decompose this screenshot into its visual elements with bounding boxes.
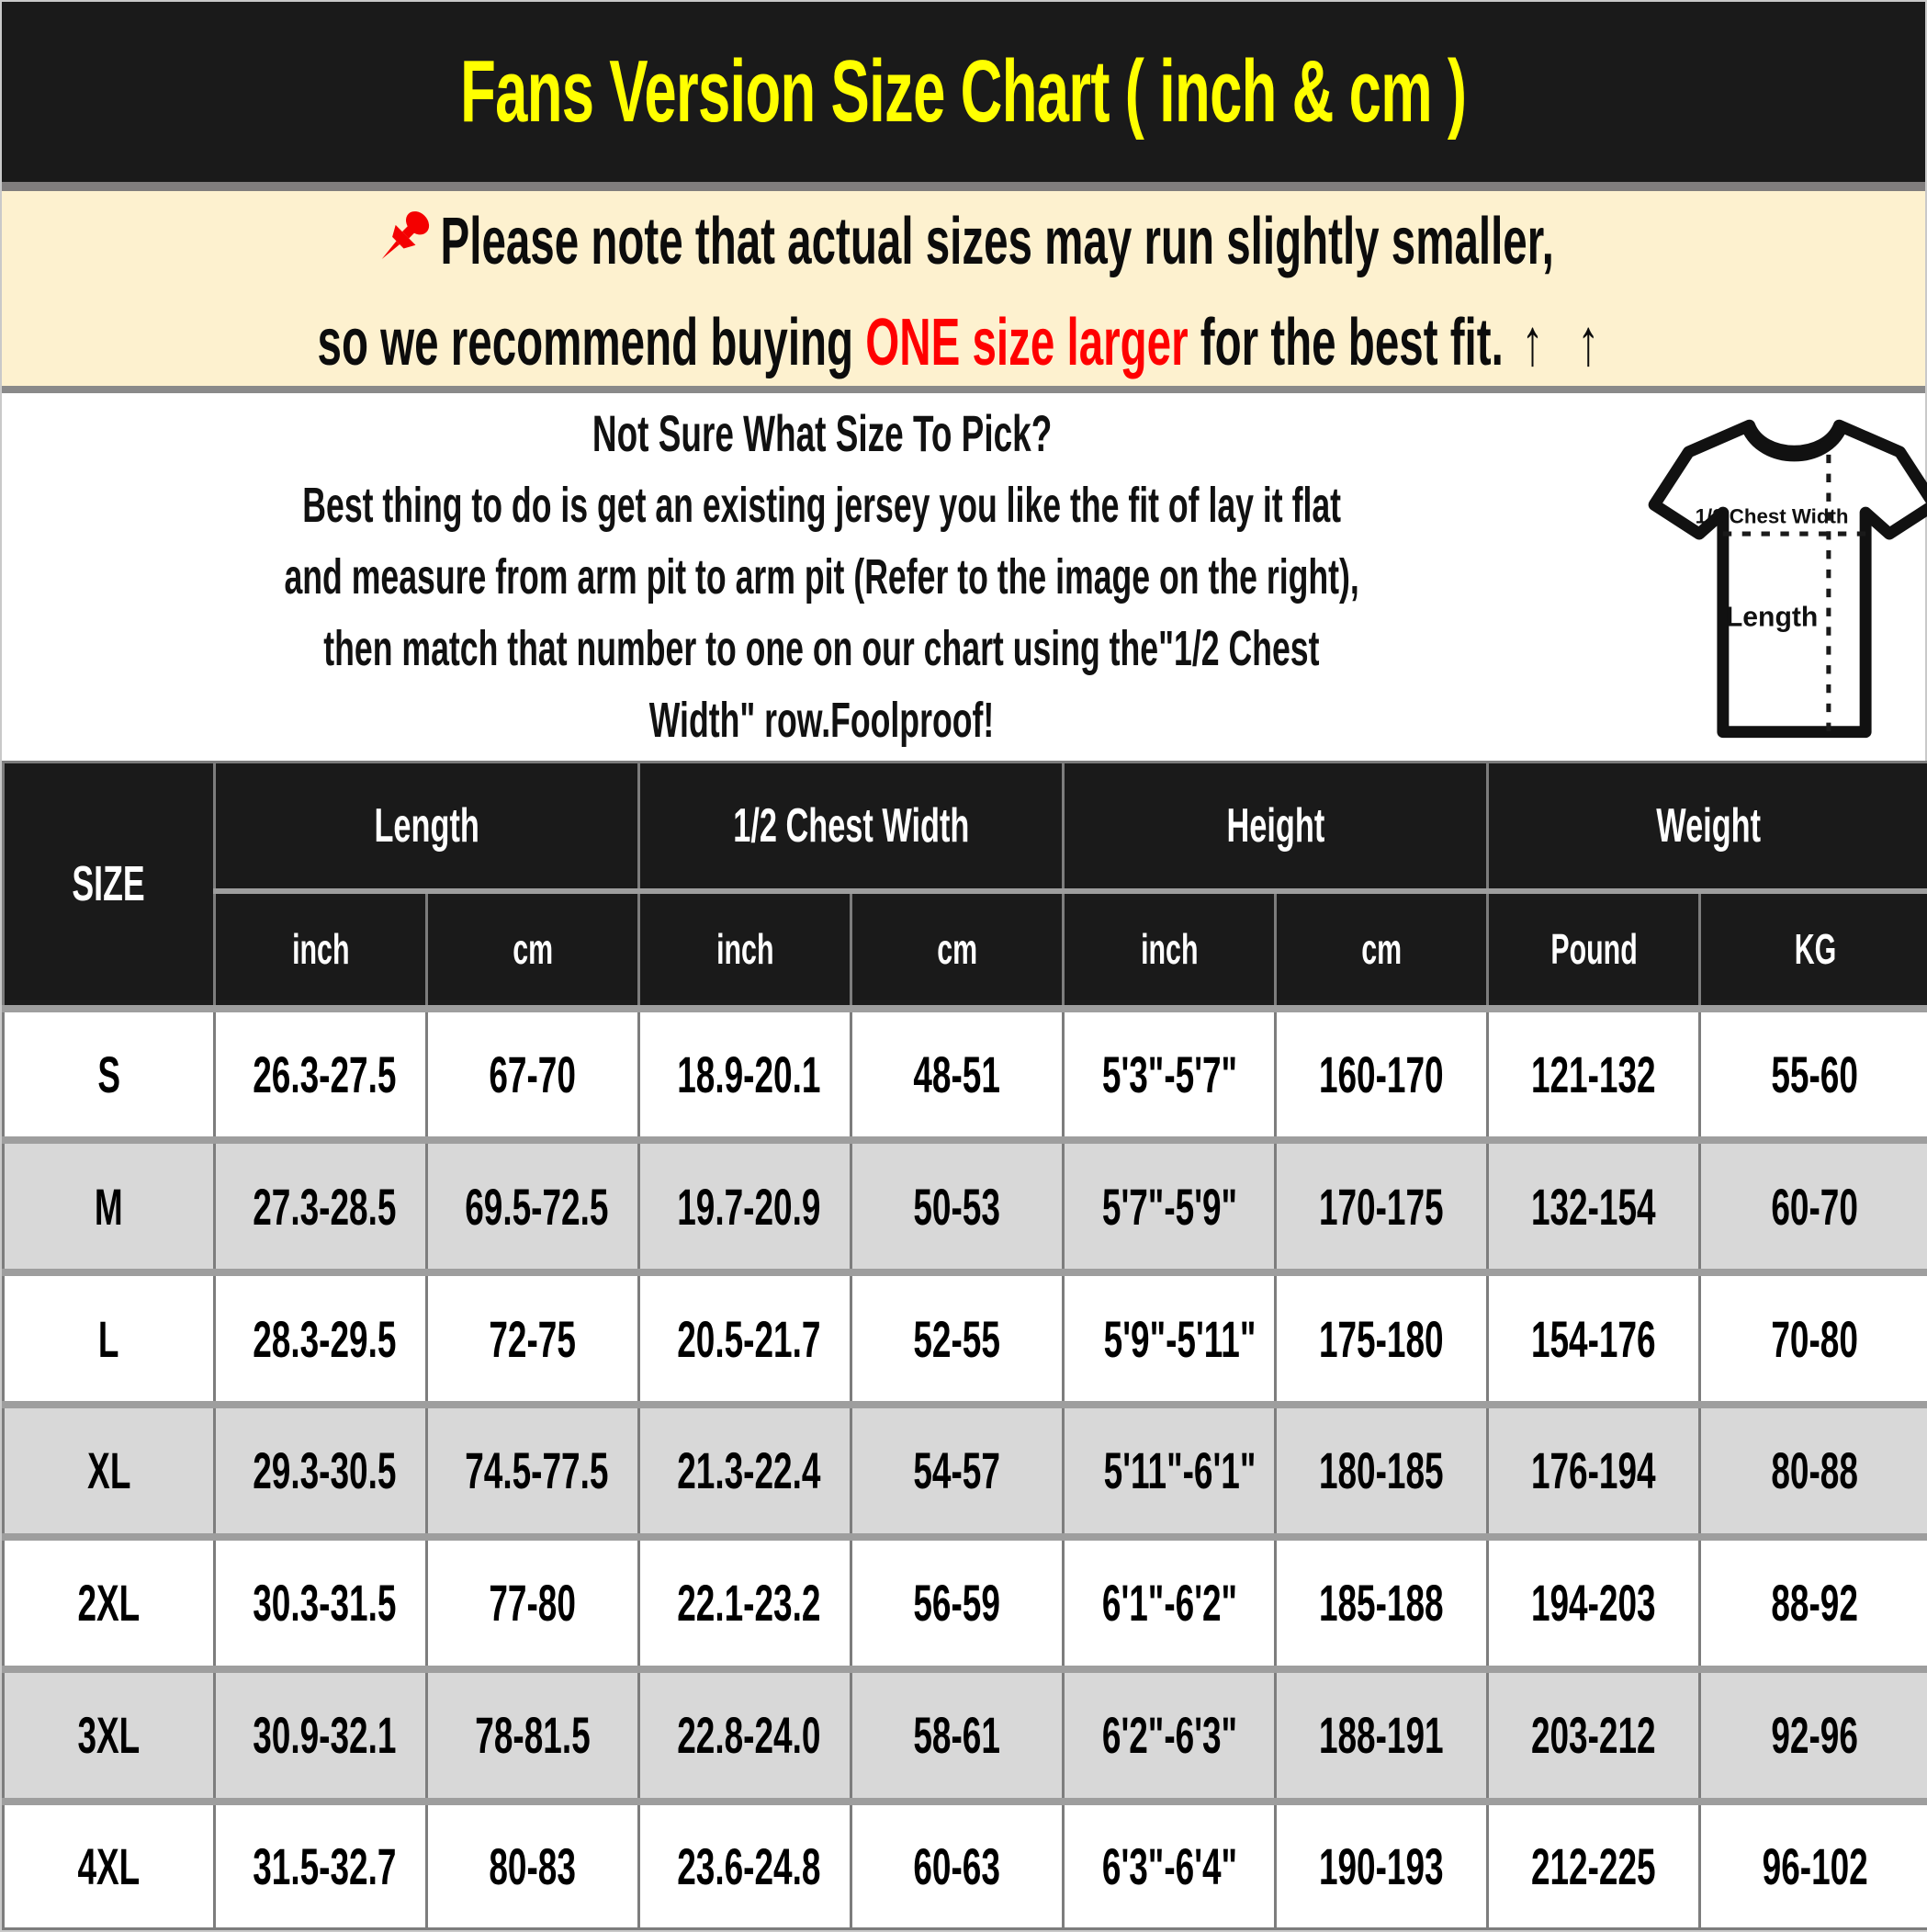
size-table — [2, 761, 1927, 1930]
value-cell: 19.7-20.9 — [639, 1140, 851, 1272]
size-label-cell: 4XL — [4, 1802, 215, 1929]
table-row — [4, 1802, 1927, 1929]
notice-line-1 — [70, 198, 1858, 292]
value-cell: 80-83 — [427, 1802, 639, 1929]
divider — [2, 386, 1925, 393]
guide-line: Best thing to do is get an existing jersey you like the fit of lay it flat — [302, 478, 1342, 533]
title-banner — [2, 2, 1925, 182]
value-cell: 154-176 — [1488, 1272, 1700, 1405]
value-cell: 180-185 — [1276, 1405, 1488, 1537]
table-row — [4, 1140, 1927, 1272]
sizing-guide-section — [2, 393, 1925, 761]
length-label: Length — [1726, 602, 1819, 633]
size-table-section — [2, 761, 1925, 1930]
value-cell: 22.8-24.0 — [639, 1669, 851, 1802]
value-cell: 77-80 — [427, 1537, 639, 1669]
value-cell: 190-193 — [1276, 1802, 1488, 1929]
value-cell: 194-203 — [1488, 1537, 1700, 1669]
subheader-length-inch: inch — [215, 891, 427, 1009]
guide-line: and measure from arm pit to arm pit (Refer to the image on the right), — [284, 549, 1359, 604]
notice-line-2 — [0, 305, 1927, 380]
notice-text-2b: for the best fit. — [1200, 305, 1504, 379]
table-row — [4, 1537, 1927, 1669]
size-label-cell: L — [4, 1272, 215, 1405]
notice-section — [2, 191, 1925, 386]
value-cell: 28.3-29.5 — [215, 1272, 427, 1405]
column-group-height: Height — [1064, 763, 1488, 891]
value-cell: 60-70 — [1700, 1140, 1927, 1272]
guide-line: Width" row.Foolproof! — [648, 693, 995, 748]
size-label-cell: M — [4, 1140, 215, 1272]
pushpin-icon — [368, 198, 435, 292]
value-cell: 21.3-22.4 — [639, 1405, 851, 1537]
value-cell: 52-55 — [851, 1272, 1064, 1405]
value-cell: 170-175 — [1276, 1140, 1488, 1272]
value-cell: 5'9"-5'11" — [1064, 1272, 1276, 1405]
column-group-weight: Weight — [1488, 763, 1927, 891]
column-group-chest-width: 1/2 Chest Width — [639, 763, 1064, 891]
value-cell: 176-194 — [1488, 1405, 1700, 1537]
value-cell: 160-170 — [1276, 1009, 1488, 1141]
value-cell: 58-61 — [851, 1669, 1064, 1802]
notice-highlight: ONE size larger — [865, 305, 1189, 379]
value-cell: 80-88 — [1700, 1405, 1927, 1537]
size-table-body — [4, 1009, 1927, 1929]
value-cell: 74.5-77.5 — [427, 1405, 639, 1537]
value-cell: 188-191 — [1276, 1669, 1488, 1802]
value-cell: 5'11"-6'1" — [1064, 1405, 1276, 1537]
value-cell: 60-63 — [851, 1802, 1064, 1929]
value-cell: 5'3"-5'7" — [1064, 1009, 1276, 1141]
size-label-cell: S — [4, 1009, 215, 1141]
value-cell: 6'3"-6'4" — [1064, 1802, 1276, 1929]
size-label-cell: 3XL — [4, 1669, 215, 1802]
value-cell: 55-60 — [1700, 1009, 1927, 1141]
value-cell: 88-92 — [1700, 1537, 1927, 1669]
value-cell: 132-154 — [1488, 1140, 1700, 1272]
value-cell: 56-59 — [851, 1537, 1064, 1669]
subheader-height-inch: inch — [1064, 891, 1276, 1009]
value-cell: 20.5-21.7 — [639, 1272, 851, 1405]
value-cell: 69.5-72.5 — [427, 1140, 639, 1272]
table-row — [4, 1405, 1927, 1537]
value-cell: 92-96 — [1700, 1669, 1927, 1802]
column-group-length: Length — [215, 763, 639, 891]
subheader-chest-cm: cm — [851, 891, 1064, 1009]
sizing-guide-text — [2, 398, 1636, 756]
value-cell: 54-57 — [851, 1405, 1064, 1537]
subheader-weight-kg: KG — [1700, 891, 1927, 1009]
size-label-cell: XL — [4, 1405, 215, 1537]
up-arrows-icon: ↑ ↑ — [1521, 305, 1610, 379]
chest-width-label: 1/2 Chest Width — [1695, 504, 1849, 528]
divider — [2, 182, 1925, 191]
value-cell: 6'1"-6'2" — [1064, 1537, 1276, 1669]
size-label-cell: 2XL — [4, 1537, 215, 1669]
table-row — [4, 1272, 1927, 1405]
value-cell: 175-180 — [1276, 1272, 1488, 1405]
column-group-size: SIZE — [4, 763, 215, 1009]
value-cell: 6'2"-6'3" — [1064, 1669, 1276, 1802]
size-table-header — [4, 763, 1927, 1009]
value-cell: 18.9-20.1 — [639, 1009, 851, 1141]
value-cell: 27.3-28.5 — [215, 1140, 427, 1272]
value-cell: 30.9-32.1 — [215, 1669, 427, 1802]
guide-line: then match that number to one on our chart using the"1/2 Chest — [323, 621, 1320, 676]
page-title: Fans Version Size Chart ( inch & cm ) — [460, 42, 1467, 141]
table-row — [4, 1669, 1927, 1802]
value-cell: 96-102 — [1700, 1802, 1927, 1929]
subheader-chest-inch: inch — [639, 891, 851, 1009]
value-cell: 185-188 — [1276, 1537, 1488, 1669]
value-cell: 70-80 — [1700, 1272, 1927, 1405]
value-cell: 31.5-32.7 — [215, 1802, 427, 1929]
notice-text-1: Please note that actual sizes may run slightly smaller, — [440, 204, 1554, 278]
table-row — [4, 1009, 1927, 1141]
value-cell: 48-51 — [851, 1009, 1064, 1141]
guide-heading: Not Sure What Size To Pick? — [592, 404, 1052, 462]
value-cell: 23.6-24.8 — [639, 1802, 851, 1929]
value-cell: 26.3-27.5 — [215, 1009, 427, 1141]
value-cell: 22.1-23.2 — [639, 1537, 851, 1669]
value-cell: 50-53 — [851, 1140, 1064, 1272]
value-cell: 203-212 — [1488, 1669, 1700, 1802]
value-cell: 67-70 — [427, 1009, 639, 1141]
tshirt-icon — [1636, 401, 1927, 754]
value-cell: 212-225 — [1488, 1802, 1700, 1929]
value-cell: 121-132 — [1488, 1009, 1700, 1141]
notice-text-2a: so we recommend buying — [317, 305, 853, 379]
subheader-length-cm: cm — [427, 891, 639, 1009]
subheader-height-cm: cm — [1276, 891, 1488, 1009]
tshirt-measure-diagram — [1636, 401, 1927, 754]
value-cell: 78-81.5 — [427, 1669, 639, 1802]
value-cell: 29.3-30.5 — [215, 1405, 427, 1537]
value-cell: 5'7"-5'9" — [1064, 1140, 1276, 1272]
value-cell: 72-75 — [427, 1272, 639, 1405]
value-cell: 30.3-31.5 — [215, 1537, 427, 1669]
subheader-weight-pound: Pound — [1488, 891, 1700, 1009]
